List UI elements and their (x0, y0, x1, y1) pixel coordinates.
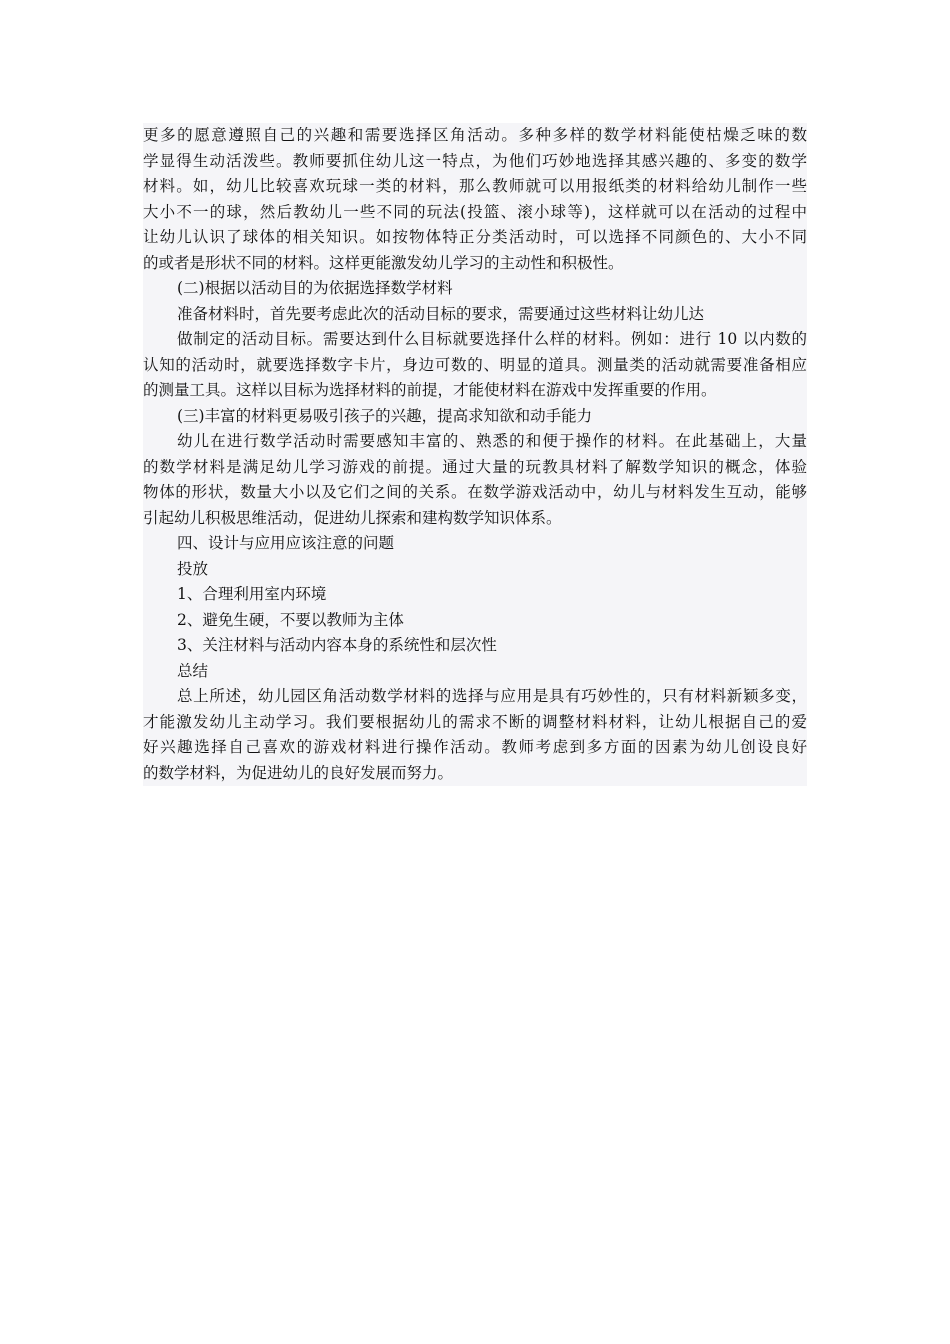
section-heading: 总结 (177, 661, 209, 680)
text-line: 物体的形状，数量大小以及它们之间的关系。在数学游戏活动中，幼儿与材料发生互动，能够 (143, 483, 807, 501)
section-heading: (二)根据以活动目的为依据选择数学材料 (177, 279, 453, 297)
text-line: 让幼儿认识了球体的相关知识。如按物体特正分类活动时，可以选择不同颜色的、大小不同 (143, 228, 807, 246)
list-item: 3、关注材料与活动内容本身的系统性和层次性 (177, 636, 497, 654)
section-heading: 四、设计与应用应该注意的问题 (177, 534, 395, 552)
text-line: 的数学材料，为促进幼儿的良好发展而努力。 (143, 763, 454, 782)
list-item: 2、避免生硬，不要以教师为主体 (177, 610, 404, 629)
text-line: 做制定的活动目标。需要达到什么目标就要选择什么样的材料。例如：进行 10 以内数的 (177, 330, 807, 348)
text-line: 大小不一的球，然后教幼儿一些不同的玩法(投篮、滚小球等)，这样就可以在活动的过程中 (143, 202, 807, 221)
subheading: 投放 (177, 559, 209, 578)
text-line: 才能激发幼儿主动学习。我们要根据幼儿的需求不断的调整材料材料，让幼儿根据自己的爱 (143, 712, 807, 731)
text-line: 认知的活动时，就要选择数字卡片，身边可数的、明显的道具。测量类的活动就需要准备相应 (143, 355, 807, 374)
text-line: 更多的愿意遵照自己的兴趣和需要选择区角活动。多种多样的数学材料能使枯燥乏味的数 (143, 126, 807, 144)
text-line: 的数学材料是满足幼儿学习游戏的前提。通过大量的玩教具材料了解数学知识的概念，体验 (143, 457, 807, 476)
text-line: 的测量工具。这样以目标为选择材料的前提，才能使材料在游戏中发挥重要的作用。 (143, 381, 717, 399)
list-item: 1、合理利用室内环境 (177, 585, 327, 603)
text-line: 学显得生动活泼些。教师要抓住幼儿这一特点，为他们巧妙地选择其感兴趣的、多变的数学 (143, 151, 807, 170)
text-line: 幼儿在进行数学活动时需要感知丰富的、熟悉的和便于操作的材料。在此基础上，大量 (177, 432, 807, 450)
text-line: 引起幼儿积极思维活动，促进幼儿探索和建构数学知识体系。 (143, 508, 562, 527)
text-line: 材料。如，幼儿比较喜欢玩球一类的材料，那么教师就可以用报纸类的材料给幼儿制作一些 (143, 177, 807, 195)
section-heading: (三)丰富的材料更易吸引孩子的兴趣，提高求知欲和动手能力 (177, 406, 593, 425)
text-line: 准备材料时，首先要考虑此次的活动目标的要求，需要通过这些材料让幼儿达 (177, 304, 705, 323)
text-line: 总上所述，幼儿园区角活动数学材料的选择与应用是具有巧妙性的，只有材料新颖多变， (177, 687, 807, 705)
body-text (143, 123, 807, 786)
text-line: 好兴趣选择自己喜欢的游戏材料进行操作活动。教师考虑到多方面的因素为幼儿创设良好 (143, 738, 807, 756)
text-line: 的或者是形状不同的材料。这样更能激发幼儿学习的主动性和积极性。 (143, 253, 624, 272)
